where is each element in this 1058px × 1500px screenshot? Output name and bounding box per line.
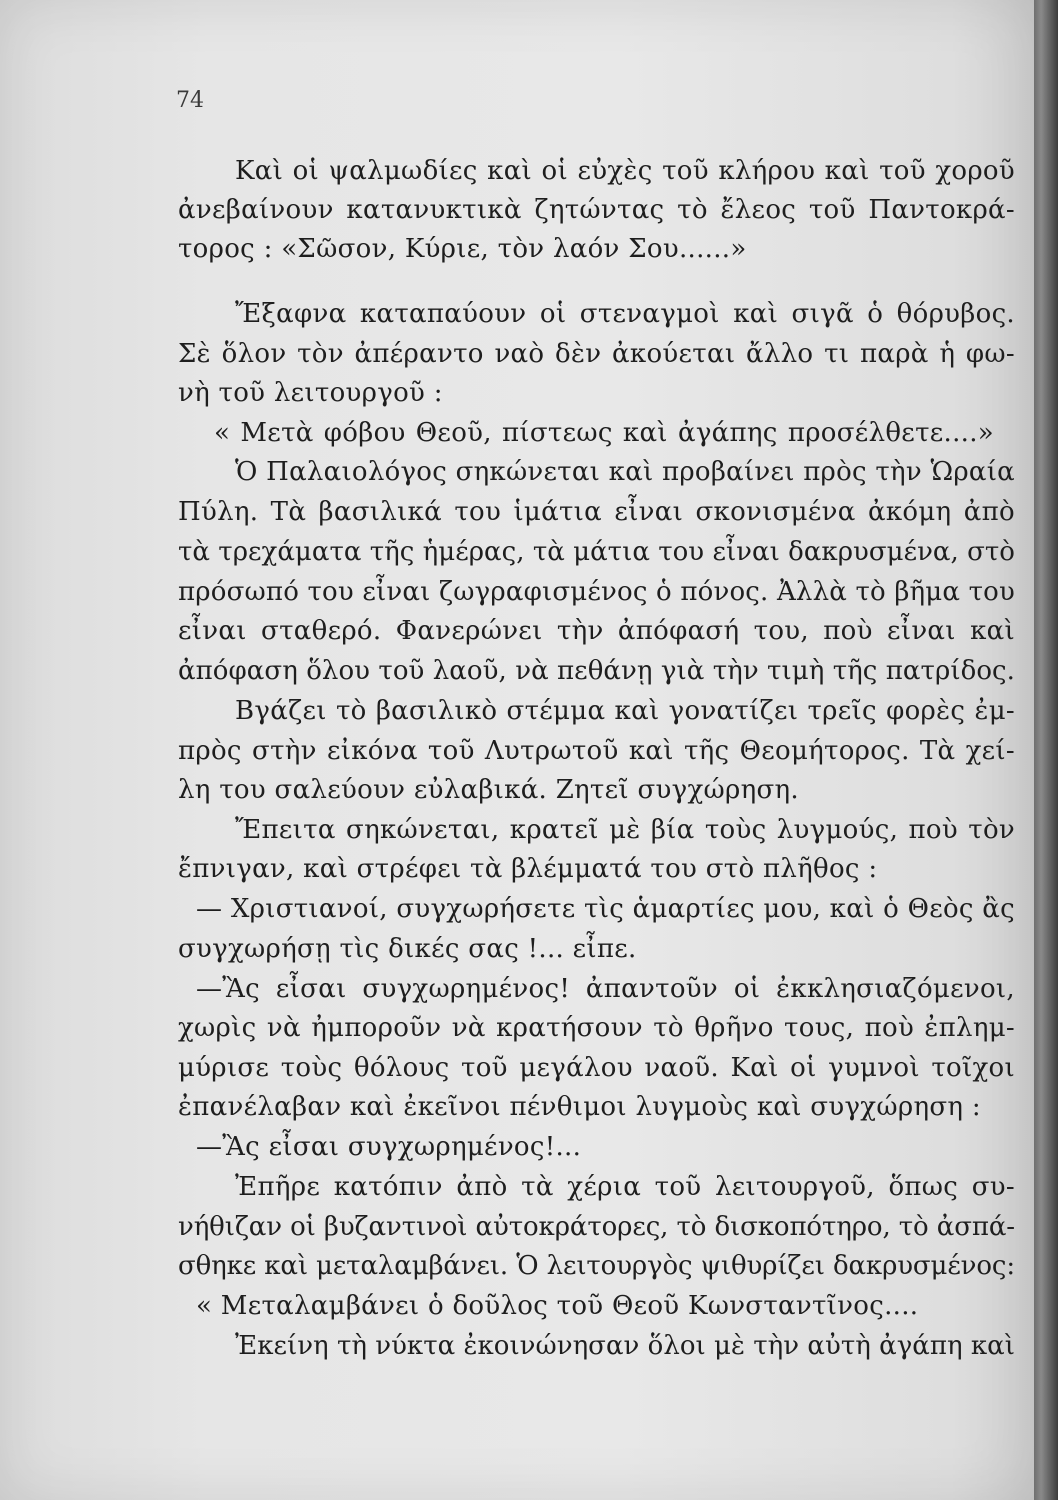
text-line: ἀπόφαση ὅλου τοῦ λαοῦ, νὰ πεθάνῃ γιὰ τὴν τιμὴ τῆς πατρίδος.: [178, 656, 1015, 686]
text-line: τορος : «Σῶσον, Κύριε, τὸν λαόν Σου......»: [178, 234, 747, 264]
page-edge: [1034, 0, 1058, 1500]
text-line: μύρισε τοὺς θόλους τοῦ μεγάλου ναοῦ. Καὶ οἱ γυμνοὶ τοῖχοι: [178, 1053, 1015, 1083]
text-line: νὴ τοῦ λειτουργοῦ :: [178, 378, 443, 408]
text-line: λη του σαλεύουν εὐλαβικά. Ζητεῖ συγχώρηση.: [178, 775, 799, 805]
text-line: χωρὶς νὰ ἠμποροῦν νὰ κρατήσουν τὸ θρῆνο τους, ποὺ ἐπλημ-: [178, 1013, 1015, 1043]
text-line: « Μεταλαμβάνει ὁ δοῦλος τοῦ Θεοῦ Κωνσταντῖνος....: [196, 1291, 919, 1321]
text-line: Ἔξαφνα καταπαύουν οἱ στεναγμοὶ καὶ σιγᾶ ὁ θόρυβος.: [235, 299, 1015, 329]
text-line: εἶναι σταθερό. Φανερώνει τὴν ἀπόφασή του, ποὺ εἶναι καὶ: [178, 616, 1015, 646]
text-line: Πύλη. Τὰ βασιλικά του ἱμάτια εἶναι σκονισμένα ἀκόμη ἀπὸ: [178, 497, 1015, 527]
text-line: ἐπανέλαβαν καὶ ἐκεῖνοι πένθιμοι λυγμοὺς καὶ συγχώρηση :: [178, 1092, 981, 1122]
text-line: ἔπνιγαν, καὶ στρέφει τὰ βλέμματά του στὸ πλῆθος :: [178, 854, 878, 884]
text-line: πρὸς στὴν εἰκόνα τοῦ Λυτρωτοῦ καὶ τῆς Θεομήτορος. Τὰ χεί-: [178, 736, 1015, 766]
text-line: — Χριστιανοί, συγχωρήσετε τὶς ἁμαρτίες μου, καὶ ὁ Θεὸς ἂς: [196, 894, 1015, 924]
text-line: ἀνεβαίνουν κατανυκτικὰ ζητώντας τὸ ἔλεος τοῦ Παντοκρά-: [178, 195, 1015, 225]
text-line: —Ἂς εἶσαι συγχωρημένος! ἀπαντοῦν οἱ ἐκκλησιαζόμενοι,: [196, 974, 1015, 1004]
text-line: —Ἂς εἶσαι συγχωρημένος!...: [196, 1132, 582, 1162]
text-line: νήθιζαν οἱ βυζαντινοὶ αὐτοκράτορες, τὸ δισκοπότηρο, τὸ ἀσπά-: [178, 1212, 1015, 1242]
page-number: 74: [176, 88, 204, 113]
text-line: Ἐκείνη τὴ νύκτα ἐκοινώνησαν ὅλοι μὲ τὴν αὐτὴ ἀγάπη καὶ: [235, 1331, 1015, 1361]
text-line: « Μετὰ φόβου Θεοῦ, πίστεως καὶ ἀγάπης προσέλθετε....»: [214, 418, 994, 448]
text-line: Βγάζει τὸ βασιλικὸ στέμμα καὶ γονατίζει τρεῖς φορὲς ἐμ-: [235, 696, 1015, 726]
text-line: τὰ τρεχάματα τῆς ἡμέρας, τὰ μάτια του εἶναι δακρυσμένα, στὸ: [178, 537, 1015, 567]
text-line: συγχωρήσῃ τὶς δικές σας !... εἶπε.: [178, 934, 637, 964]
text-line: Ὁ Παλαιολόγος σηκώνεται καὶ προβαίνει πρὸς τὴν Ὡραία: [235, 457, 1015, 487]
text-line: Σὲ ὅλον τὸν ἀπέραντο ναὸ δὲν ἀκούεται ἄλλο τι παρὰ ἡ φω-: [178, 339, 1015, 369]
text-line: πρόσωπό του εἶναι ζωγραφισμένος ὁ πόνος. Ἀλλὰ τὸ βῆμα του: [178, 577, 1015, 607]
text-line: Καὶ οἱ ψαλμωδίες καὶ οἱ εὐχὲς τοῦ κλήρου καὶ τοῦ χοροῦ: [235, 156, 1015, 186]
text-line: Ἐπῆρε κατόπιν ἀπὸ τὰ χέρια τοῦ λειτουργοῦ, ὅπως συ-: [235, 1172, 1015, 1202]
text-line: Ἔπειτα σηκώνεται, κρατεῖ μὲ βία τοὺς λυγμούς, ποὺ τὸν: [235, 815, 1015, 845]
text-line: σθηκε καὶ μεταλαμβάνει. Ὁ λειτουργὸς ψιθυρίζει δακρυσμένος:: [178, 1251, 1015, 1281]
